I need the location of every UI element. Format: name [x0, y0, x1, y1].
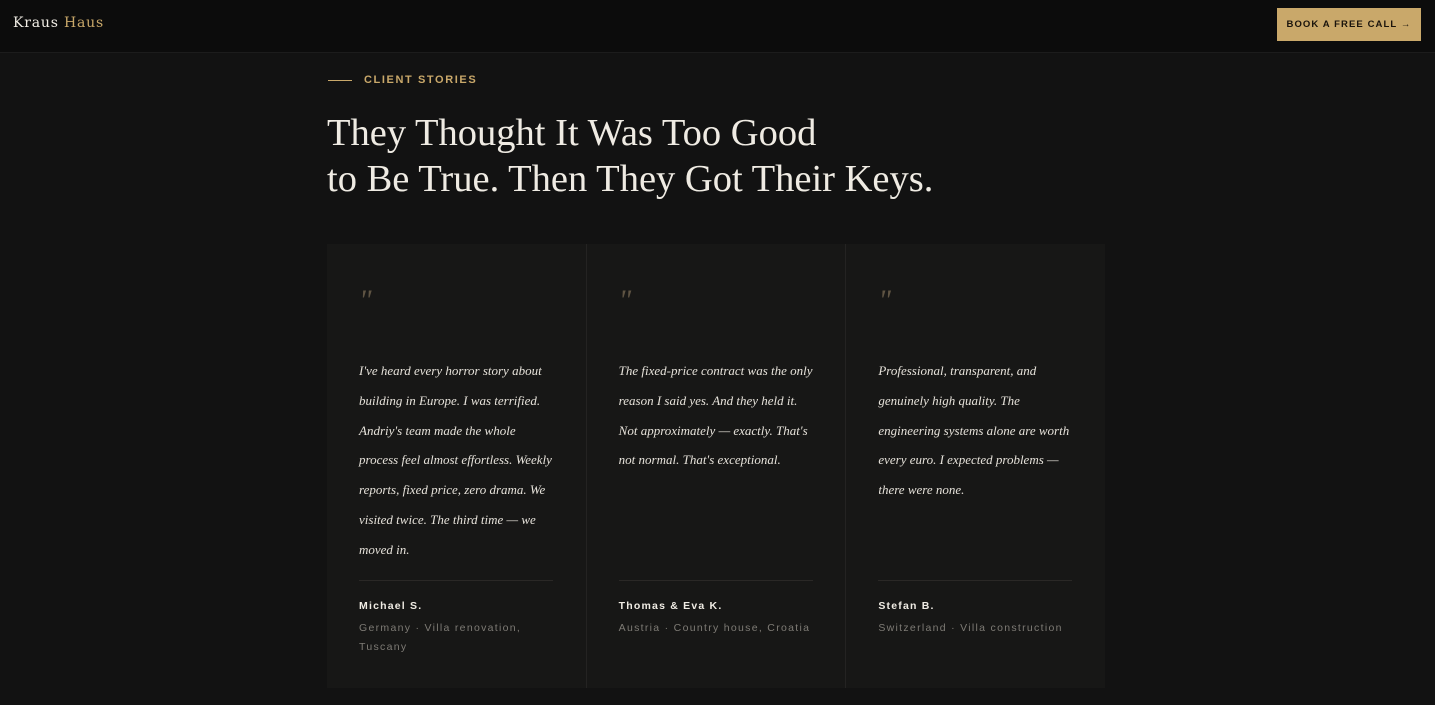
quote-mark-icon: ": [618, 284, 632, 317]
eyebrow-label: CLIENT STORIES: [364, 74, 478, 86]
headline-line-2: to Be True. Then They Got Their Keys.: [327, 158, 934, 200]
testimonial-card: [327, 244, 587, 688]
logo-primary-text: Kraus: [13, 15, 59, 31]
testimonial-card: [846, 244, 1105, 688]
testimonial-meta: Austria · Country house, Croatia: [618, 622, 811, 634]
section-eyebrow: [328, 74, 477, 86]
testimonial-cards: [327, 244, 1105, 688]
testimonial-quote: Professional, transparent, and genuinely high quality. The engineering systems alone are worth every euro. I expected problems — there were none.: [878, 363, 1070, 498]
testimonial-author: Michael S.: [359, 600, 423, 612]
card-divider: [619, 580, 813, 581]
quote-mark-icon: ": [878, 284, 891, 317]
testimonial-quote: The fixed-price contract was the only reason I said yes. And they held it. Not approximately — exactly. That's not normal. That's exceptional.: [618, 363, 813, 468]
testimonial-card: [587, 244, 847, 688]
logo-accent-text: Haus: [63, 15, 104, 31]
testimonial-meta: Switzerland · Villa construction: [878, 622, 1063, 634]
section-headline: [327, 110, 967, 202]
testimonial-meta: Germany · Villa renovation, Tuscany: [359, 622, 522, 653]
quote-mark-icon: ": [359, 284, 372, 317]
card-divider: [359, 580, 553, 581]
card-divider: [878, 580, 1072, 581]
testimonial-author: Thomas & Eva K.: [618, 600, 723, 612]
brand-logo[interactable]: [13, 15, 104, 31]
top-navigation-bar: [0, 0, 1435, 53]
eyebrow-line: [328, 80, 352, 81]
testimonial-author: Stefan B.: [878, 600, 935, 612]
testimonial-quote: I've heard every horror story about building in Europe. I was terrified. Andriy's team made the whole process feel almost effortless. Weekly reports, fixed price, zero drama. We visited twice. The third time — we moved in.: [359, 363, 552, 557]
headline-line-1: They Thought It Was Too Good: [327, 112, 817, 154]
book-free-call-button[interactable]: BOOK A FREE CALL →: [1277, 8, 1421, 41]
